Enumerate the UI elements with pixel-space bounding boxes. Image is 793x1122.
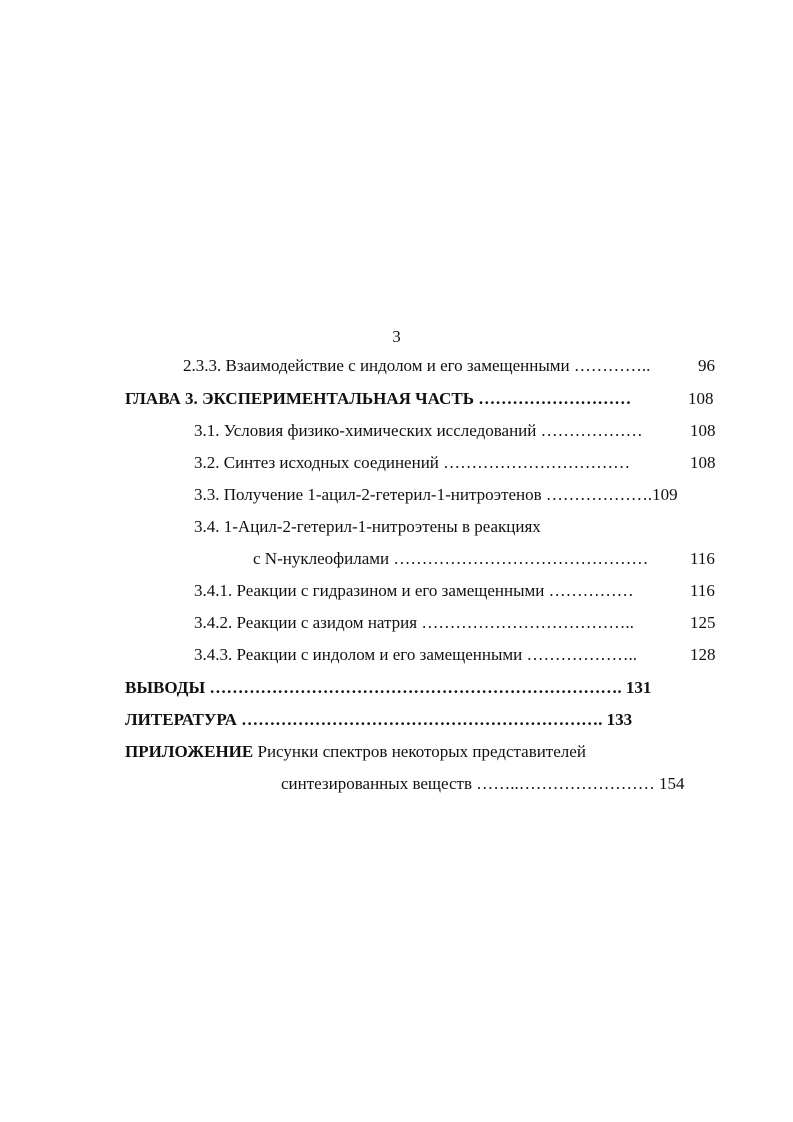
toc-entry-3-4-1: 3.4.1. Реакции с гидразином и его замещенными …………… bbox=[194, 581, 634, 600]
appendix-description: Рисунки спектров некоторых представителей bbox=[257, 742, 586, 761]
toc-page-3-2: 108 bbox=[690, 453, 716, 472]
toc-page-2-3-3: 96 bbox=[698, 356, 715, 375]
toc-page-3-4: 116 bbox=[690, 549, 715, 568]
toc-entry-conclusions: ВЫВОДЫ ………………………………………………………………. 131 bbox=[125, 678, 652, 697]
toc-page-3-4-1: 116 bbox=[690, 581, 715, 600]
toc-page-3-4-2: 125 bbox=[690, 613, 716, 632]
toc-entry-3-4-3: 3.4.3. Реакции с индолом и его замещенными ……………….. bbox=[194, 645, 638, 664]
toc-entry-appendix-cont: синтезированных веществ ……..…………………… 154 bbox=[281, 774, 685, 793]
toc-entry-appendix bbox=[125, 742, 586, 762]
toc-entry-3-4-cont: с N-нуклеофилами ……………………………………… bbox=[253, 549, 649, 568]
appendix-label: ПРИЛОЖЕНИЕ bbox=[125, 742, 254, 761]
toc-entry-3-4: 3.4. 1-Ацил-2-гетерил-1-нитроэтены в реакциях bbox=[194, 517, 541, 536]
toc-entry-literature: ЛИТЕРАТУРА ………………………………………………………. 133 bbox=[125, 710, 633, 729]
toc-page-3-4-3: 128 bbox=[690, 645, 716, 664]
toc-entry-2-3-3: 2.3.3. Взаимодействие с индолом и его замещенными ………….. bbox=[183, 356, 651, 375]
toc-entry-chapter-3: ГЛАВА 3. ЭКСПЕРИМЕНТАЛЬНАЯ ЧАСТЬ ……………………… bbox=[125, 389, 632, 408]
toc-page-3-1: 108 bbox=[690, 421, 716, 440]
toc-entry-3-2: 3.2. Синтез исходных соединений …………………………… bbox=[194, 453, 631, 472]
toc-entry-3-4-2: 3.4.2. Реакции с азидом натрия ……………………………….. bbox=[194, 613, 634, 632]
toc-page-chapter-3: 108 bbox=[688, 389, 714, 408]
page-number: 3 bbox=[392, 327, 401, 346]
toc-entry-3-1: 3.1. Условия физико-химических исследований ……………… bbox=[194, 421, 643, 440]
toc-entry-3-3: 3.3. Получение 1-ацил-2-гетерил-1-нитроэтенов ……………….109 bbox=[194, 485, 678, 504]
